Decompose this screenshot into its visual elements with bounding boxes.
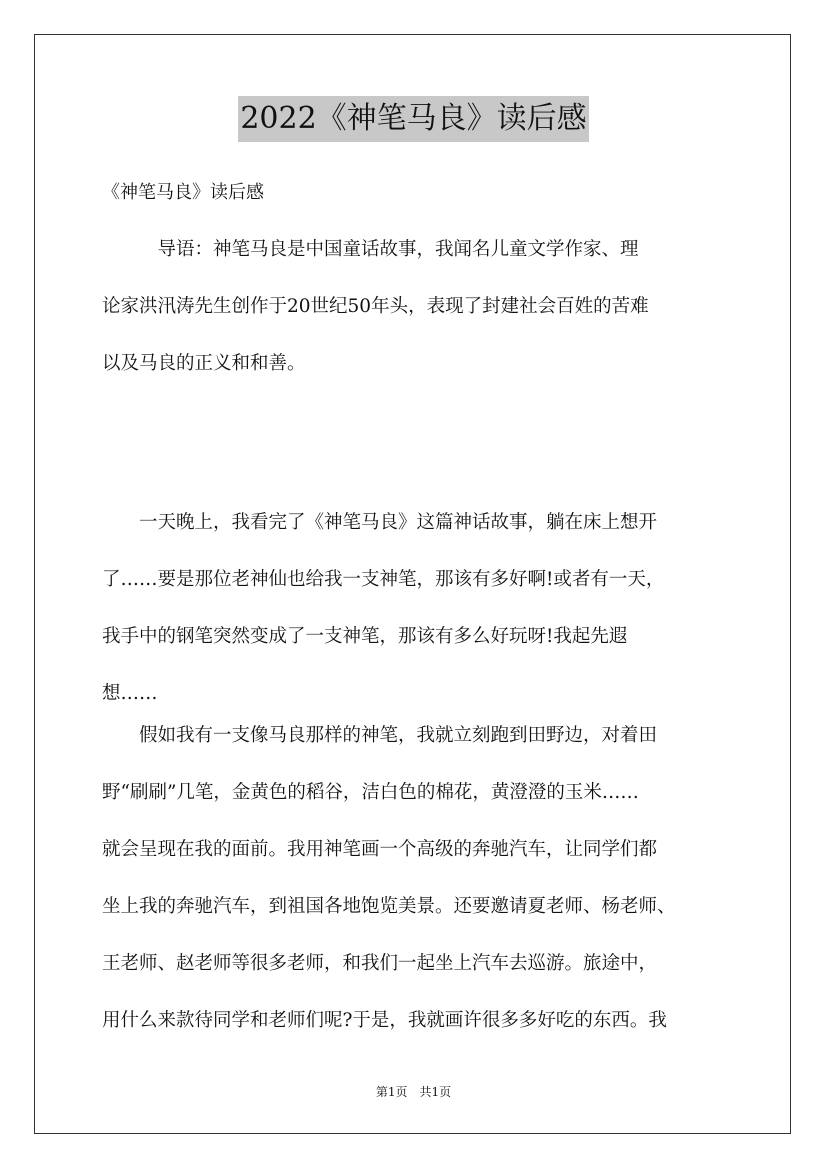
paragraph-line: 想……: [102, 683, 158, 704]
paragraph-line: 野“刷刷”几笔，金黄色的稻谷，洁白色的棉花，黄澄澄的玉米……: [102, 782, 639, 803]
intro-paragraph: [102, 221, 742, 392]
page-number-label: 第1页 共1页: [375, 1085, 452, 1099]
title-container: [0, 96, 827, 142]
paragraph-line: 坐上我的奔驰汽车，到祖国各地饱览美景。还要邀请夏老师、杨老师、: [102, 896, 676, 917]
intro-line: 以及马良的正义和和善。: [102, 353, 306, 374]
paragraph-line: 我手中的钢笔突然变成了一支神笔，那该有多么好玩呀!我起先遐: [102, 626, 628, 647]
paragraph-line: 假如我有一支像马良那样的神笔，我就立刻跑到田野边，对着田: [102, 725, 658, 746]
intro-line: 导语：神笔马良是中国童话故事，我闻名儿童文学作家、理: [102, 239, 639, 260]
paragraph-line: 用什么来款待同学和老师们呢?于是，我就画许很多多好吃的东西。我: [102, 1010, 667, 1031]
document-title: 2022《神笔马良》读后感: [238, 96, 588, 142]
paragraph-line: 一天晚上，我看完了《神笔马良》这篇神话故事，躺在床上想开: [102, 512, 658, 533]
intro-line: 论家洪汛涛先生创作于20世纪50年头，表现了封建社会百姓的苦难: [102, 296, 649, 317]
paragraph-line: 王老师、赵老师等很多老师，和我们一起坐上汽车去巡游。旅途中，: [102, 953, 658, 974]
paragraph-line: 就会呈现在我的面前。我用神笔画一个高级的奔驰汽车，让同学们都: [102, 839, 658, 860]
paragraph-line: 了……要是那位老神仙也给我一支神笔，那该有多好啊!或者有一天，: [102, 569, 665, 590]
body-paragraph-1: [102, 494, 742, 722]
document-subtitle: 《神笔马良》读后感: [102, 182, 264, 203]
page-footer: [0, 1083, 827, 1101]
body-paragraph-2: [102, 707, 742, 1049]
